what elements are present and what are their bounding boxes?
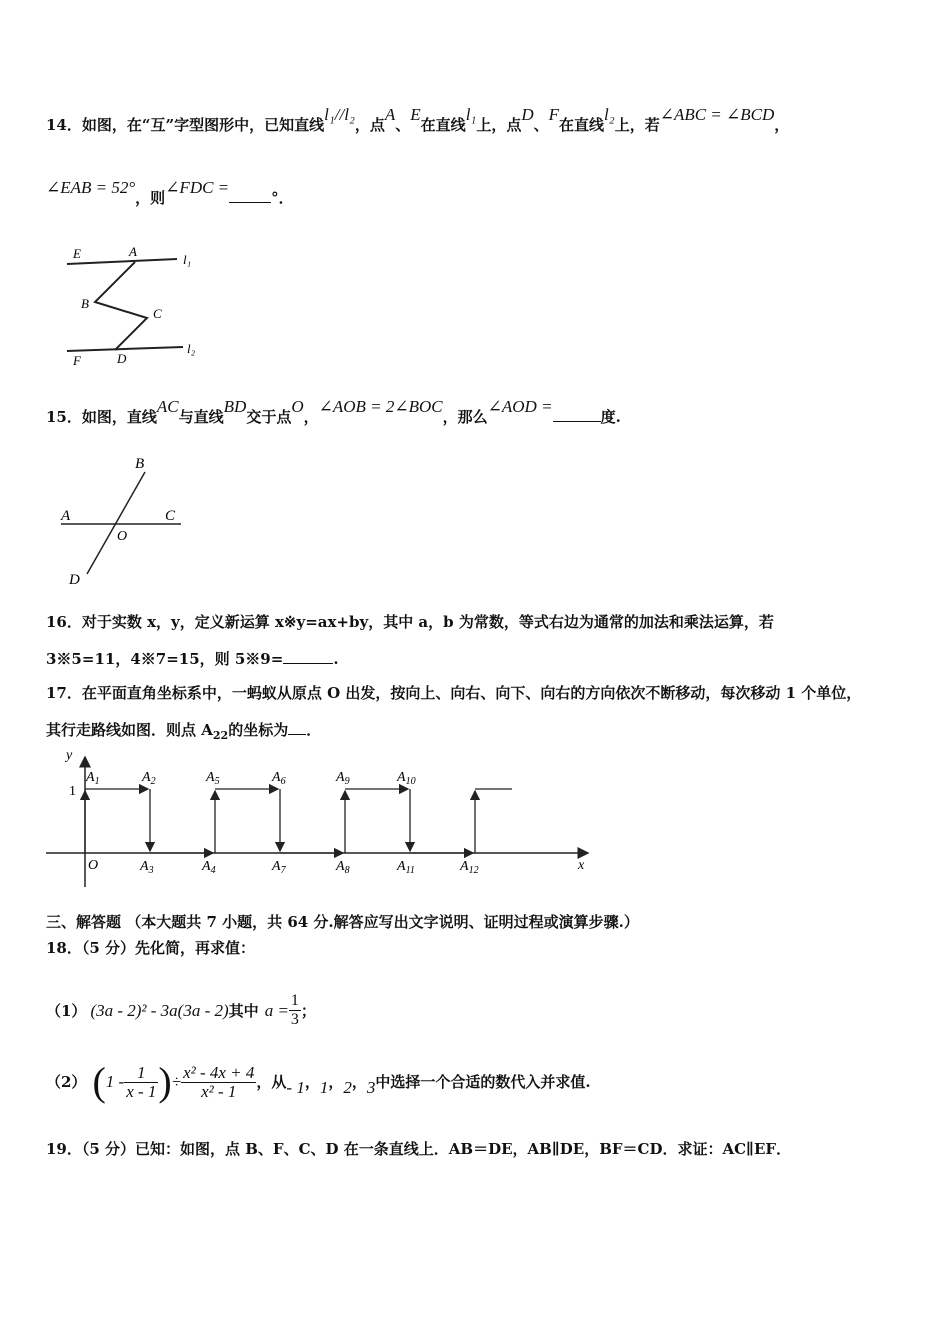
tick-1-label: 1	[69, 784, 76, 799]
label-A10: $A_{10}$	[397, 770, 416, 787]
ant-path	[85, 789, 512, 853]
q18-heading: 18．（5 分）先化简，再求值：	[46, 939, 256, 957]
label-l1: l₁	[183, 252, 192, 267]
q19-line: 19．（5 分）已知：如图，点 B、F、C、D 在一条直线上．AB＝DE，AB∥DE，BF＝CD．求证：AC∥EF．	[46, 1140, 792, 1158]
label-D: D	[117, 351, 127, 366]
angle-condition: ∠AOB = 2∠BOC	[318, 397, 443, 416]
fraction-quadratic: $\frac{\text{x² - 4x + 4}}{\text{x² - 1}}$	[183, 1062, 255, 1101]
label-O: O	[117, 529, 128, 544]
answer-blank	[553, 407, 601, 422]
fraction-1-over-x-minus-1: $\frac{1}{x - 1}$	[126, 1062, 157, 1101]
section3-heading: 三、解答题 （本大题共 7 小题，共 64 分.解答应写出文字说明、证明过程或演算步骤.）	[46, 913, 639, 931]
fraction-one-third: $\frac{1}{3}$	[290, 992, 299, 1028]
q14-line2: ∠EAB = 52°，则∠FDC =°．	[46, 178, 294, 207]
label-A9: $A_9$	[336, 770, 350, 787]
label-A4: $A_4$	[202, 859, 216, 876]
bottom-labels	[139, 859, 479, 876]
q17-line2: 其行走路线如图．则点 $A_{22}$的坐标为 ．	[46, 721, 322, 742]
label-A12: $A_{12}$	[460, 859, 479, 876]
label-l2: l₂	[187, 341, 196, 356]
label-A3: $A_3$	[140, 859, 154, 876]
label-A: A	[61, 508, 71, 524]
answer-blank	[288, 720, 306, 735]
q16-line2: 3※5=11，4※7=15，则 5※9= .	[46, 650, 339, 668]
q15-line: 15．如图，直线AC与直线BD交于点O，∠AOB = 2∠BOC，那么∠AOD =度.	[46, 397, 621, 426]
label-A8: $A_8$	[336, 859, 350, 876]
answer-blank	[283, 649, 333, 664]
label-B: B	[81, 296, 89, 311]
label-A5: $A_5$	[206, 770, 220, 787]
parallel-expr: l₁//l₂	[324, 105, 355, 124]
q14-line1: 14．如图，在“互”字型图形中，已知直线l₁//l₂，点A、E在直线l₁上，点D、F在直线l₂上，若∠ABC = ∠BCD，	[46, 105, 790, 134]
label-F: F	[73, 353, 81, 368]
q15-figure	[55, 450, 195, 590]
q18-part2: （2） ( 1 - $\frac{1}{x - 1}$ ) ÷ $\frac{\text{x² - 4x + 4}}{\text{x² - 1}}$ ，从 - 1 ， 1 ， 2 ， 3 中选择一个合适的数代入并求值.	[46, 1059, 591, 1104]
top-labels	[85, 770, 416, 787]
label-A6: $A_6$	[272, 770, 286, 787]
q14-figure	[55, 240, 215, 375]
label-E: E	[73, 246, 81, 261]
label-A11: $A_{11}$	[397, 859, 415, 876]
q18-part1: （1） (3a - 2)² - 3a(3a - 2) 其中 a = $\frac{1}{3}$ ；	[46, 992, 316, 1028]
axis-y-label: y	[66, 748, 73, 763]
label-C: C	[153, 306, 162, 321]
q17-line1: 17．在平面直角坐标系中，一蚂蚁从原点 O 出发，按向上、向右、向下、向右的方向依次不断移动，每次移动 1 个单位，	[46, 684, 862, 702]
label-D: D	[69, 572, 80, 588]
q17-figure	[40, 745, 600, 895]
answer-blank	[229, 188, 271, 203]
label-A2: $A_2$	[142, 770, 156, 787]
angle-condition: ∠ABC = ∠BCD	[659, 105, 775, 124]
label-A: A	[129, 244, 137, 259]
label-A7: $A_7$	[272, 859, 286, 876]
axis-x-label: x	[578, 858, 585, 873]
origin-label: O	[88, 858, 99, 873]
label-C: C	[165, 508, 176, 524]
label-A1: $A_1$	[86, 770, 100, 787]
q16-line1: 16．对于实数 x，y，定义新运算 x※y=ax+by，其中 a，b 为常数，等式右边为通常的加法和乘法运算，若	[46, 613, 774, 631]
label-B: B	[135, 456, 145, 472]
